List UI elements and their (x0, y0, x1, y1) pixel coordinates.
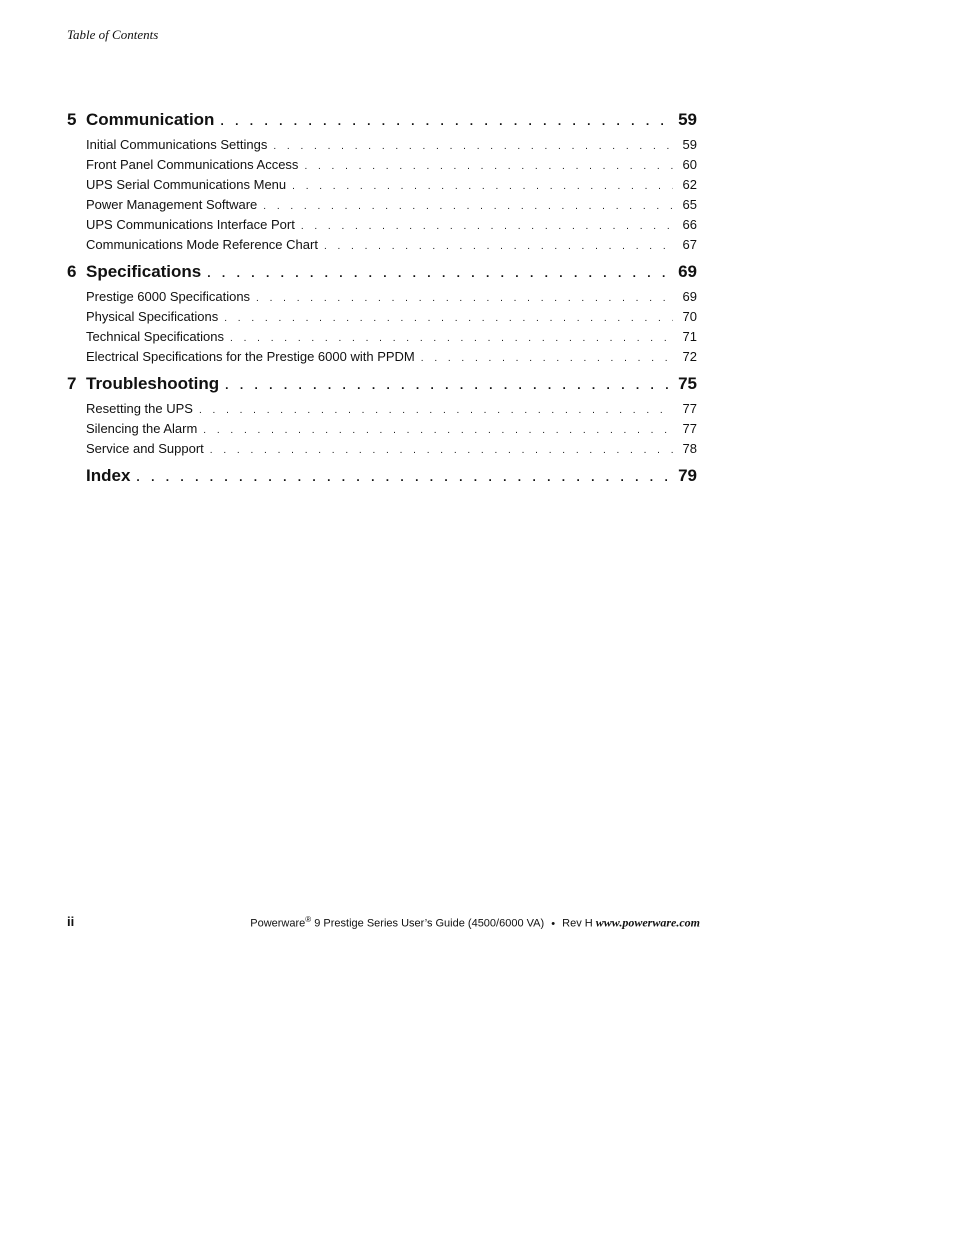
dot-leader (199, 401, 673, 419)
section-title: Technical Specifications (86, 329, 225, 344)
toc-section[interactable] (67, 235, 697, 255)
toc-chapter-7[interactable] (67, 373, 697, 395)
section-page: 70 (682, 309, 697, 324)
footer-url[interactable]: www.powerware.com (595, 915, 700, 930)
toc-section[interactable] (67, 155, 697, 175)
section-title: Service and Support (86, 441, 204, 456)
section-title: Physical Specifications (86, 309, 219, 324)
toc-section[interactable] (67, 347, 697, 367)
section-title: Front Panel Communications Access (86, 157, 299, 172)
section-page: 77 (682, 421, 697, 436)
section-page: 77 (682, 401, 697, 416)
dot-leader (220, 110, 672, 131)
section-page: 59 (682, 137, 697, 152)
chapter-title: Index (86, 466, 131, 485)
section-title: Prestige 6000 Specifications (86, 289, 251, 304)
section-page: 66 (682, 217, 697, 232)
dot-leader (224, 309, 673, 327)
section-page: 72 (682, 349, 697, 364)
toc-section[interactable] (67, 175, 697, 195)
section-title: UPS Communications Interface Port (86, 217, 295, 232)
toc-chapter-6[interactable] (67, 261, 697, 283)
toc-section[interactable] (67, 419, 697, 439)
section-page: 60 (682, 157, 697, 172)
chapter-number: 7 (67, 374, 77, 393)
dot-leader (203, 421, 673, 439)
chapter-page: 69 (678, 262, 697, 281)
dot-leader (136, 466, 672, 487)
section-title: Electrical Specifications for the Prestige 6000 with PPDM (86, 349, 415, 364)
chapter-page: 75 (678, 374, 697, 393)
section-title: Communications Mode Reference Chart (86, 237, 318, 252)
section-title: Resetting the UPS (86, 401, 193, 416)
toc-section[interactable] (67, 287, 697, 307)
section-page: 69 (682, 289, 697, 304)
section-page: 78 (682, 441, 697, 456)
section-page: 67 (682, 237, 697, 252)
footer-page-number: ii (67, 914, 75, 929)
toc-section[interactable] (67, 135, 697, 155)
dot-leader (301, 217, 673, 235)
footer-revision: Rev H (562, 917, 593, 930)
chapter-title: Troubleshooting (86, 374, 220, 393)
dot-leader (230, 329, 673, 347)
dot-leader (263, 197, 673, 215)
section-title: Initial Communications Settings (86, 137, 268, 152)
section-page: 62 (682, 177, 697, 192)
footer-brand: Powerware (250, 917, 306, 930)
table-of-contents (67, 109, 697, 491)
toc-section[interactable] (67, 399, 697, 419)
toc-section[interactable] (67, 215, 697, 235)
page-header-title: Table of Contents (67, 27, 159, 42)
section-title: Silencing the Alarm (86, 421, 198, 436)
footer-guide-title: 9 Prestige Series User’s Guide (4500/6000 VA) (314, 917, 545, 930)
dot-leader (421, 349, 673, 367)
registered-mark: ® (305, 915, 312, 924)
chapter-title: Specifications (86, 262, 202, 281)
dot-leader (292, 177, 673, 195)
dot-leader (225, 374, 672, 395)
dot-leader (304, 157, 673, 175)
section-page: 71 (682, 329, 697, 344)
chapter-title: Communication (86, 110, 215, 129)
chapter-page: 59 (678, 110, 697, 129)
section-page: 65 (682, 197, 697, 212)
dot-leader (207, 262, 672, 283)
chapter-page: 79 (678, 466, 697, 485)
footer-bullet: • (551, 917, 556, 930)
dot-leader (256, 289, 673, 307)
toc-section[interactable] (67, 307, 697, 327)
toc-index[interactable] (67, 465, 697, 487)
section-title: Power Management Software (86, 197, 258, 212)
chapter-number: 5 (67, 110, 77, 129)
chapter-number: 6 (67, 262, 77, 281)
dot-leader (210, 441, 673, 459)
section-title: UPS Serial Communications Menu (86, 177, 287, 192)
footer-document-info (250, 915, 700, 931)
toc-section[interactable] (67, 195, 697, 215)
toc-section[interactable] (67, 327, 697, 347)
toc-section[interactable] (67, 439, 697, 459)
toc-chapter-5[interactable] (67, 109, 697, 131)
dot-leader (273, 137, 673, 155)
dot-leader (324, 237, 673, 255)
